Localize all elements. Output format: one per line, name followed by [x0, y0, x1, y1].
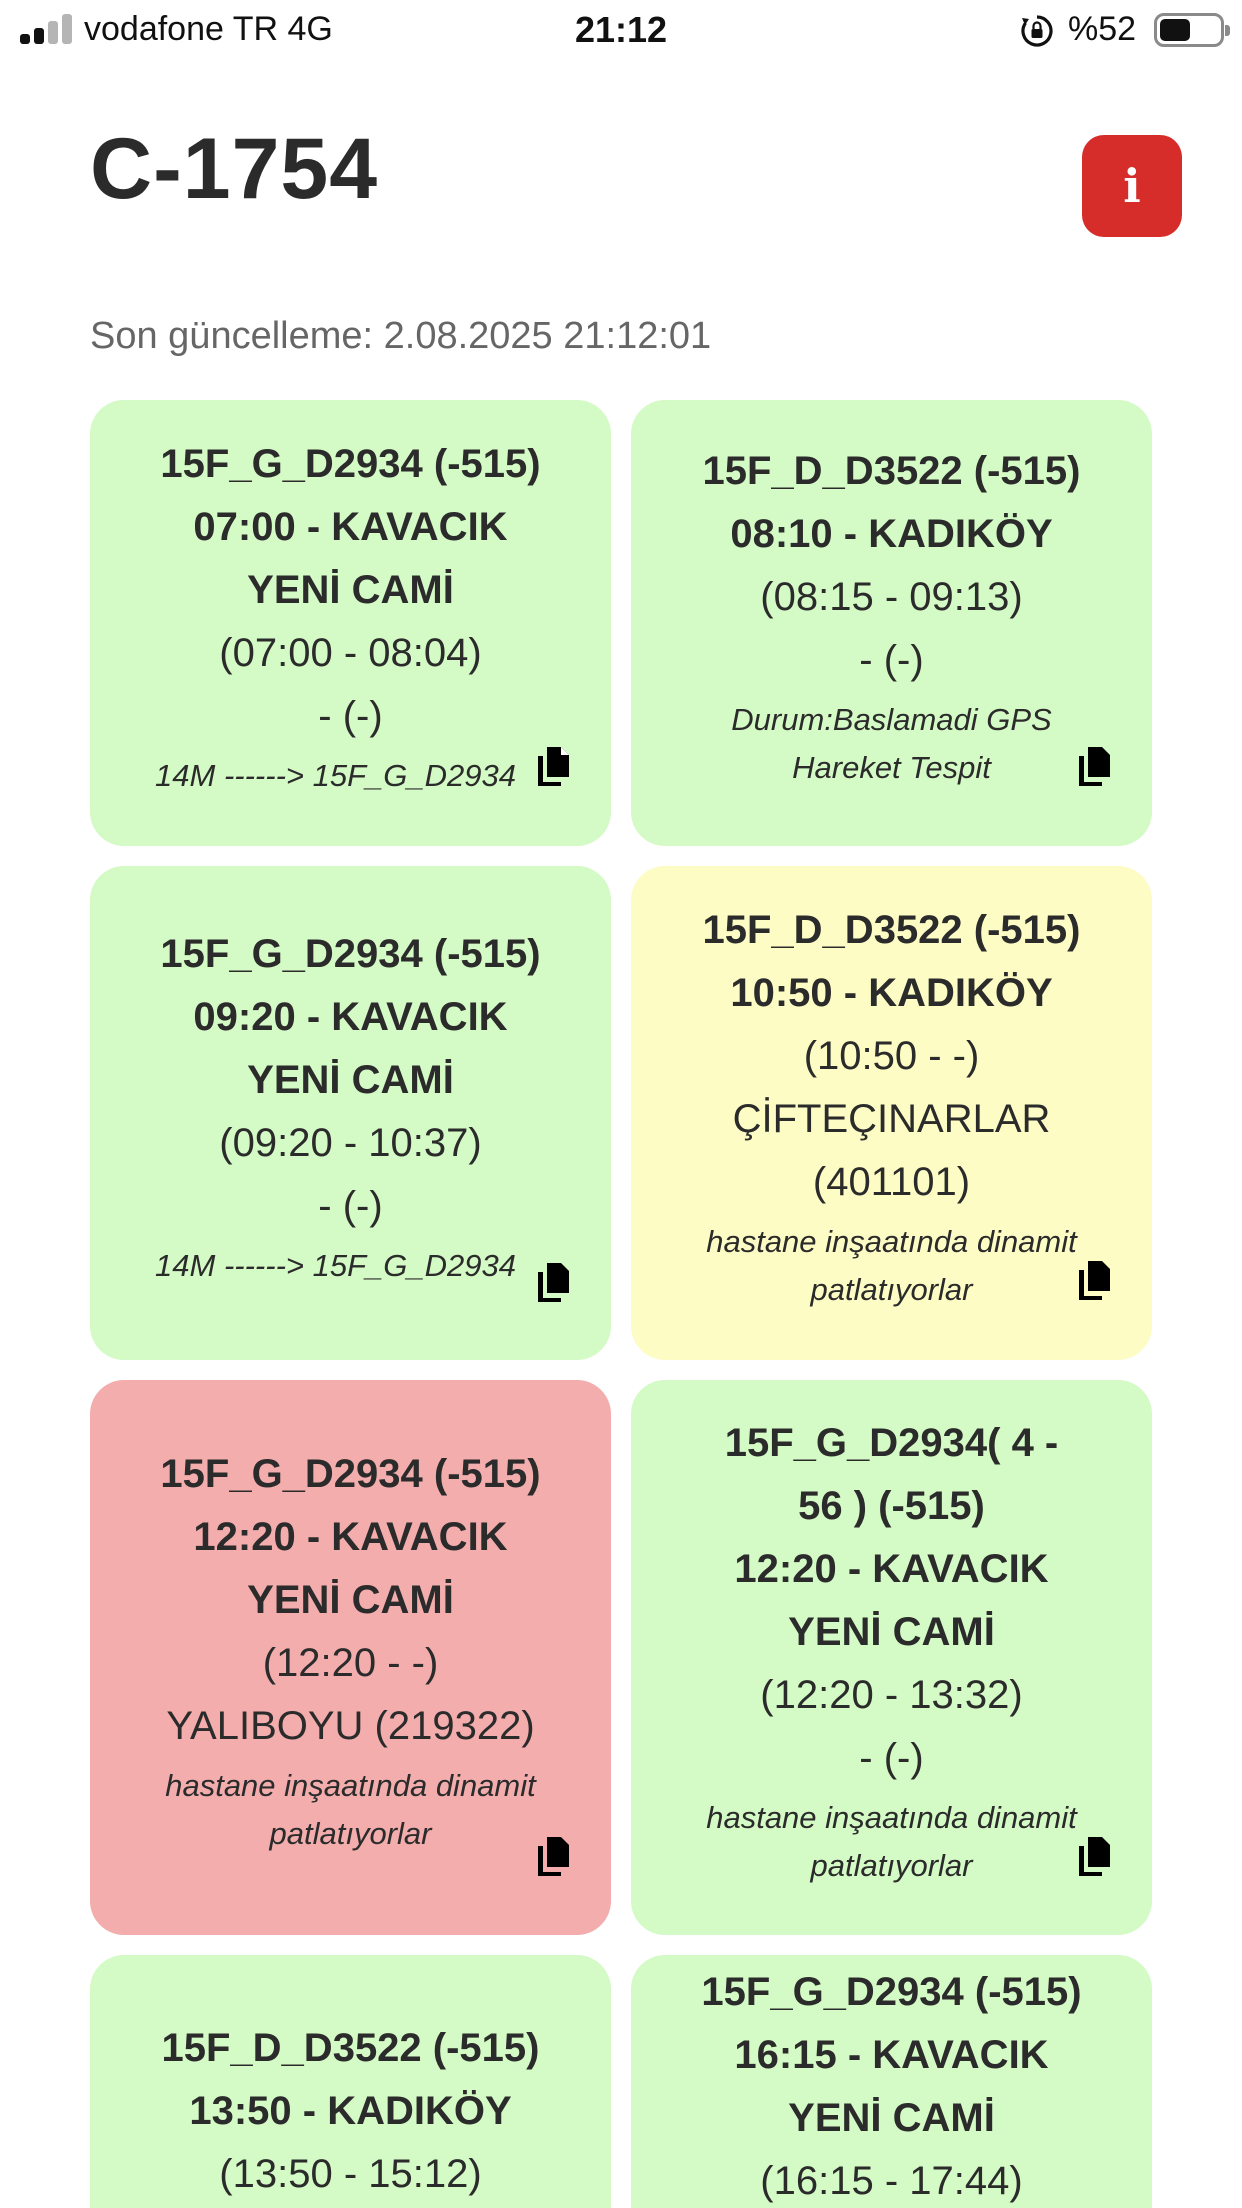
trip-card-6[interactable] [631, 1380, 1152, 1935]
current-location: - (-) [318, 693, 383, 738]
time-range: (07:00 - 08:04) [219, 630, 482, 675]
page-title: C-1754 [90, 121, 379, 217]
vehicle-code: 15F_D_D3522 (-515) [702, 449, 1081, 493]
last-updated-text: Son güncelleme: 2.08.2025 21:12:01 [90, 315, 712, 357]
copy-icon[interactable] [1076, 1835, 1112, 1877]
trip-card-2[interactable] [631, 400, 1152, 846]
current-location: - (-) [318, 1183, 383, 1228]
copy-icon[interactable] [535, 745, 571, 787]
trip-card-7[interactable] [90, 1955, 611, 2208]
vehicle-code: 15F_D_D3522 (-515) [702, 907, 1081, 952]
vehicle-code: 15F_G_D2934 (-515) [160, 931, 541, 976]
time-range: (09:20 - 10:37) [219, 1120, 482, 1165]
departure-stop: 09:20 - KAVACIK YENİ CAMİ [193, 994, 508, 1102]
time-range: (12:20 - -) [262, 1641, 439, 1685]
departure-stop: 13:50 - KADIKÖY [189, 2089, 512, 2133]
time-range: (10:50 - -) [803, 1033, 980, 1078]
status-bar [0, 0, 1242, 62]
vehicle-code: 15F_G_D2934 (-515) [160, 1452, 541, 1496]
trip-card-8[interactable] [631, 1955, 1152, 2208]
rotation-lock-icon [1020, 14, 1054, 48]
info-button[interactable]: i [1082, 135, 1182, 237]
current-location: YALIBOYU (219322) [166, 1704, 535, 1748]
departure-stop: 16:15 - KAVACIK YENİ CAMİ [734, 2033, 1049, 2140]
trip-note: Durum:Baslamadi GPS Hareket Tespit [731, 702, 1052, 785]
carrier-label: vodafone TR 4G [84, 10, 333, 48]
trip-card-4[interactable] [631, 866, 1152, 1360]
departure-stop: 12:20 - KAVACIK YENİ CAMİ [193, 1515, 508, 1622]
trip-card-1[interactable] [90, 400, 611, 846]
time-range: (16:15 - 17:44) [760, 2159, 1023, 2203]
battery-icon [1154, 13, 1224, 47]
current-location: ÇİFTEÇINARLAR (401101) [732, 1096, 1051, 1204]
time-range: (13:50 - 15:12) [219, 2152, 482, 2196]
vehicle-code: 15F_D_D3522 (-515) [161, 2026, 540, 2070]
battery-percentage: %52 [1068, 10, 1137, 48]
time-range: (08:15 - 09:13) [760, 575, 1023, 619]
clock: 21:12 [574, 9, 668, 50]
trip-note: 14M ------> 15F_G_D2934 [155, 1247, 516, 1283]
vehicle-code: 15F_G_D2934 (-515) [160, 441, 541, 486]
trip-note: hastane inşaatında dinamit patlatıyorlar [706, 1223, 1077, 1307]
time-range: (12:20 - 13:32) [760, 1672, 1023, 1717]
copy-icon[interactable] [1076, 745, 1112, 787]
trip-note: 14M ------> 15F_G_D2934 [155, 757, 516, 793]
current-location: - (-) [859, 1735, 924, 1780]
copy-icon[interactable] [1076, 1259, 1112, 1301]
vehicle-code: 15F_G_D2934 (-515) [701, 1970, 1082, 2014]
trip-note: hastane inşaatında dinamit patlatıyorlar [165, 1768, 536, 1851]
departure-stop: 12:20 - KAVACIK YENİ CAMİ [734, 1546, 1049, 1654]
trip-card-5[interactable] [90, 1380, 611, 1935]
trip-note: hastane inşaatında dinamit patlatıyorlar [706, 1799, 1077, 1883]
vehicle-code: 15F_G_D2934( 4 - 56 ) (-515) [724, 1420, 1059, 1528]
departure-stop: 08:10 - KADIKÖY [730, 512, 1053, 556]
copy-icon[interactable] [535, 1835, 571, 1877]
departure-stop: 10:50 - KADIKÖY [730, 970, 1053, 1015]
copy-icon[interactable] [535, 1261, 571, 1303]
trip-card-3[interactable] [90, 866, 611, 1360]
current-location: - (-) [859, 638, 924, 682]
departure-stop: 07:00 - KAVACIK YENİ CAMİ [193, 504, 508, 612]
